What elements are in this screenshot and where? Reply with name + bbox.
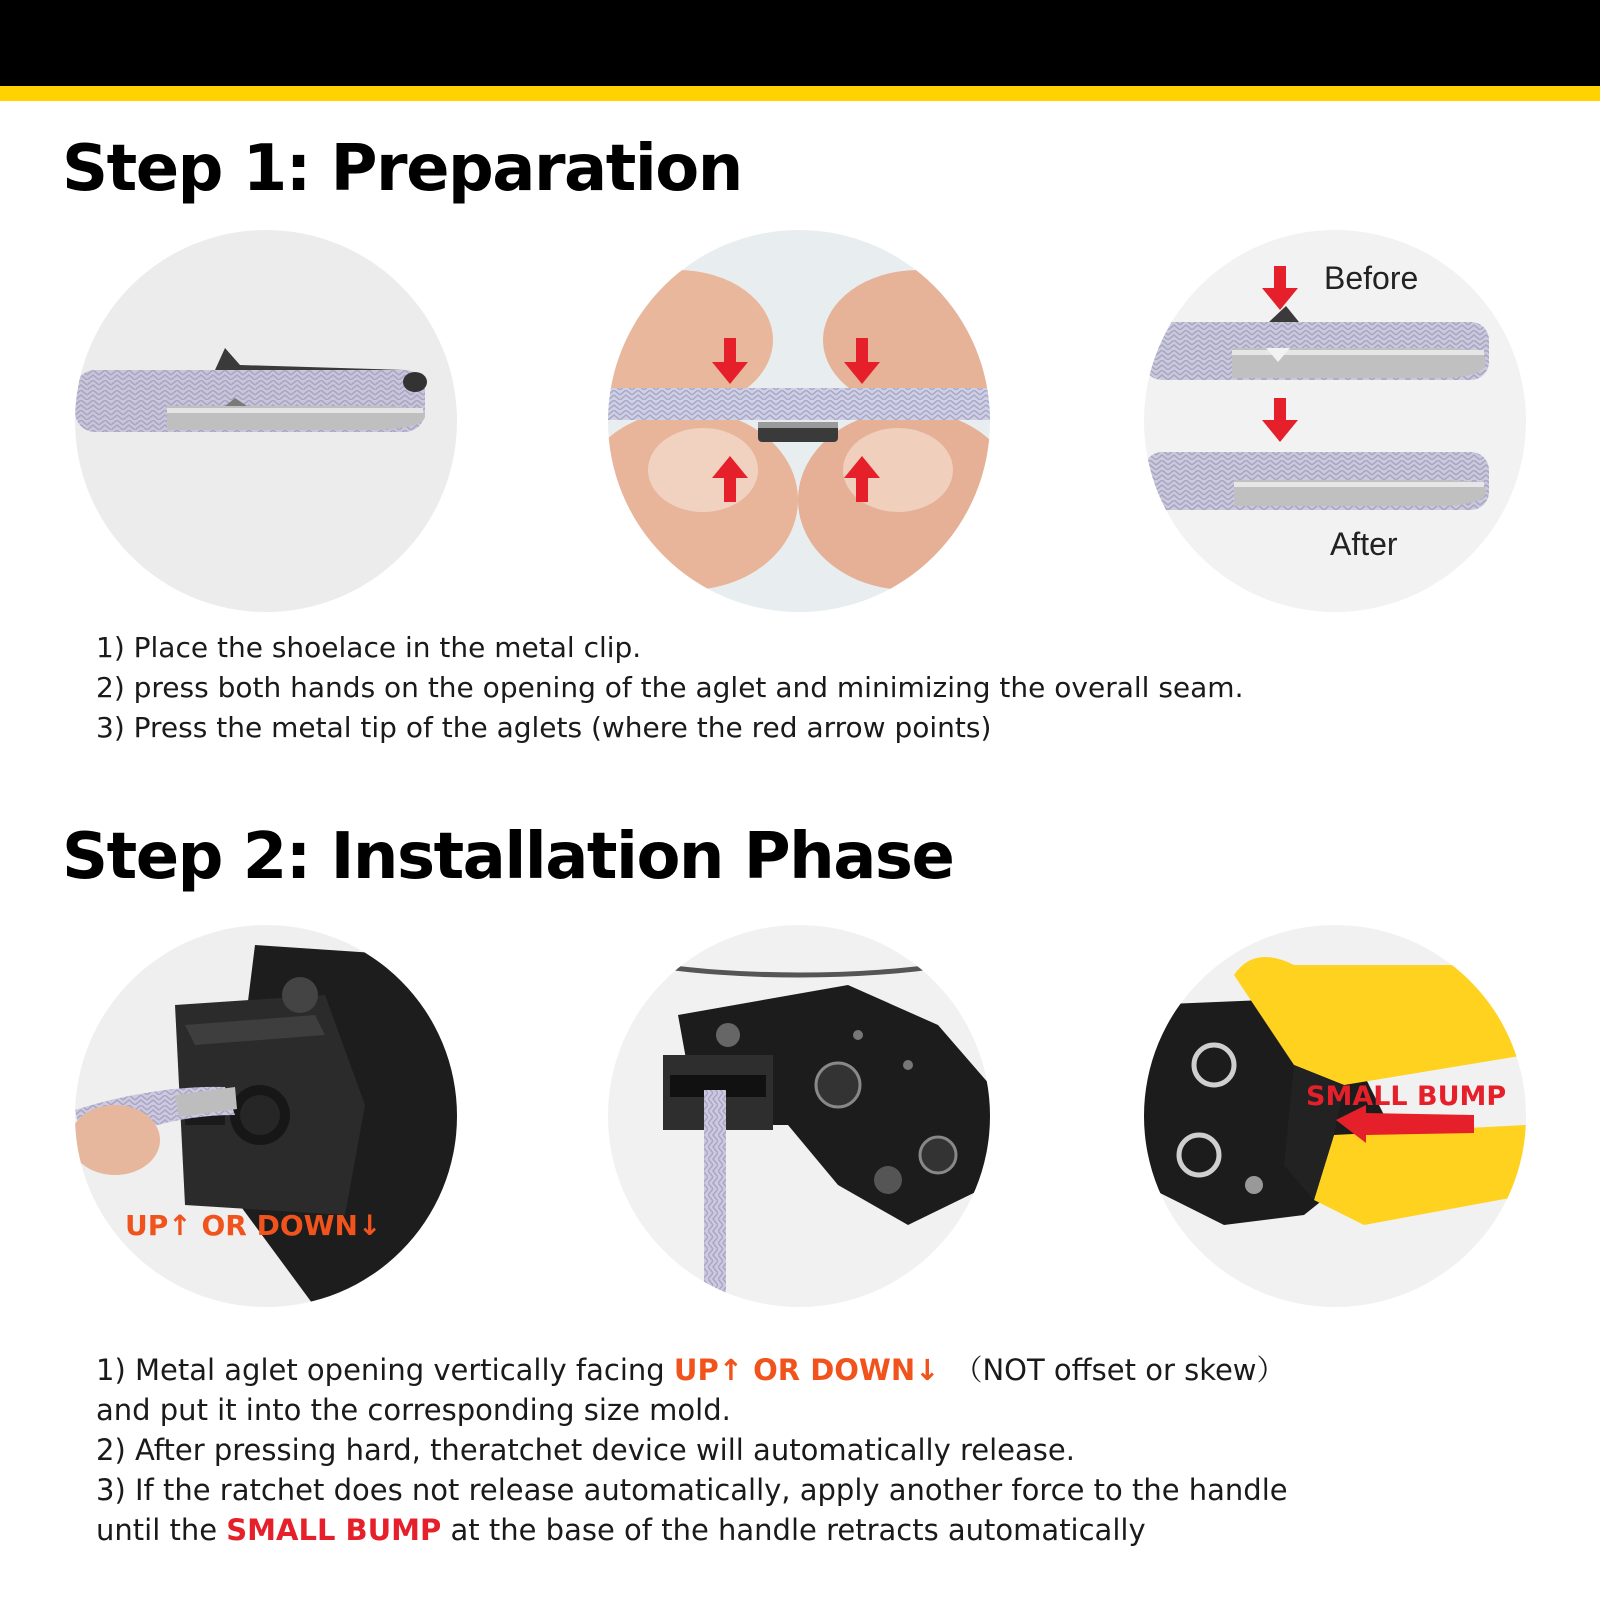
step1-instruction-1: 1) Place the shoelace in the metal clip.	[96, 631, 642, 664]
step2-instruction-1-cont: and put it into the corresponding size mold.	[96, 1393, 731, 1427]
up-or-down-overlay-label: UP↑ OR DOWN↓	[125, 1209, 382, 1242]
before-label: Before	[1324, 260, 1419, 296]
step2-instruction-1	[96, 1350, 1288, 1390]
step1-heading: Step 1: Preparation	[62, 132, 742, 206]
step2-photo-yellow-handle	[1144, 925, 1526, 1307]
step1-photo-fingers-press	[608, 230, 990, 612]
step1-photo-shoelace-in-clip	[75, 230, 457, 612]
step2-line1-prefix: 1) Metal aglet opening vertically facing	[96, 1353, 674, 1387]
small-bump-highlight: SMALL BUMP	[226, 1513, 442, 1547]
step2-photo-crimper-die	[75, 925, 457, 1307]
up-or-down-highlight: UP↑ OR DOWN↓	[673, 1353, 940, 1387]
step2-line1-suffix: （NOT offset or skew）	[953, 1353, 1286, 1387]
step1-instruction-3: 3) Press the metal tip of the aglets (where the red arrow points)	[96, 711, 992, 744]
step2-line5-suffix: at the base of the handle retracts automatically	[441, 1513, 1146, 1547]
top-black-bar	[0, 0, 1600, 86]
step1-instruction-2: 2) press both hands on the opening of the aglet and minimizing the overall seam.	[96, 671, 1244, 704]
step2-instructions	[96, 1350, 1288, 1550]
step2-instruction-3: 3) If the ratchet does not release automatically, apply another force to the handle	[96, 1473, 1288, 1507]
step2-photo-crimper-side	[608, 925, 990, 1307]
step2-heading: Step 2: Installation Phase	[62, 820, 954, 894]
step1-instructions	[96, 628, 1243, 748]
after-label: After	[1330, 526, 1398, 562]
step1-photo-before-after	[1144, 230, 1526, 612]
yellow-accent-bar	[0, 86, 1600, 101]
small-bump-overlay-label: SMALL BUMP	[1306, 1081, 1507, 1112]
step2-instruction-3-cont	[96, 1510, 1288, 1550]
step2-line5-prefix: until the	[96, 1513, 227, 1547]
step2-instruction-2: 2) After pressing hard, theratchet device will automatically release.	[96, 1433, 1075, 1467]
